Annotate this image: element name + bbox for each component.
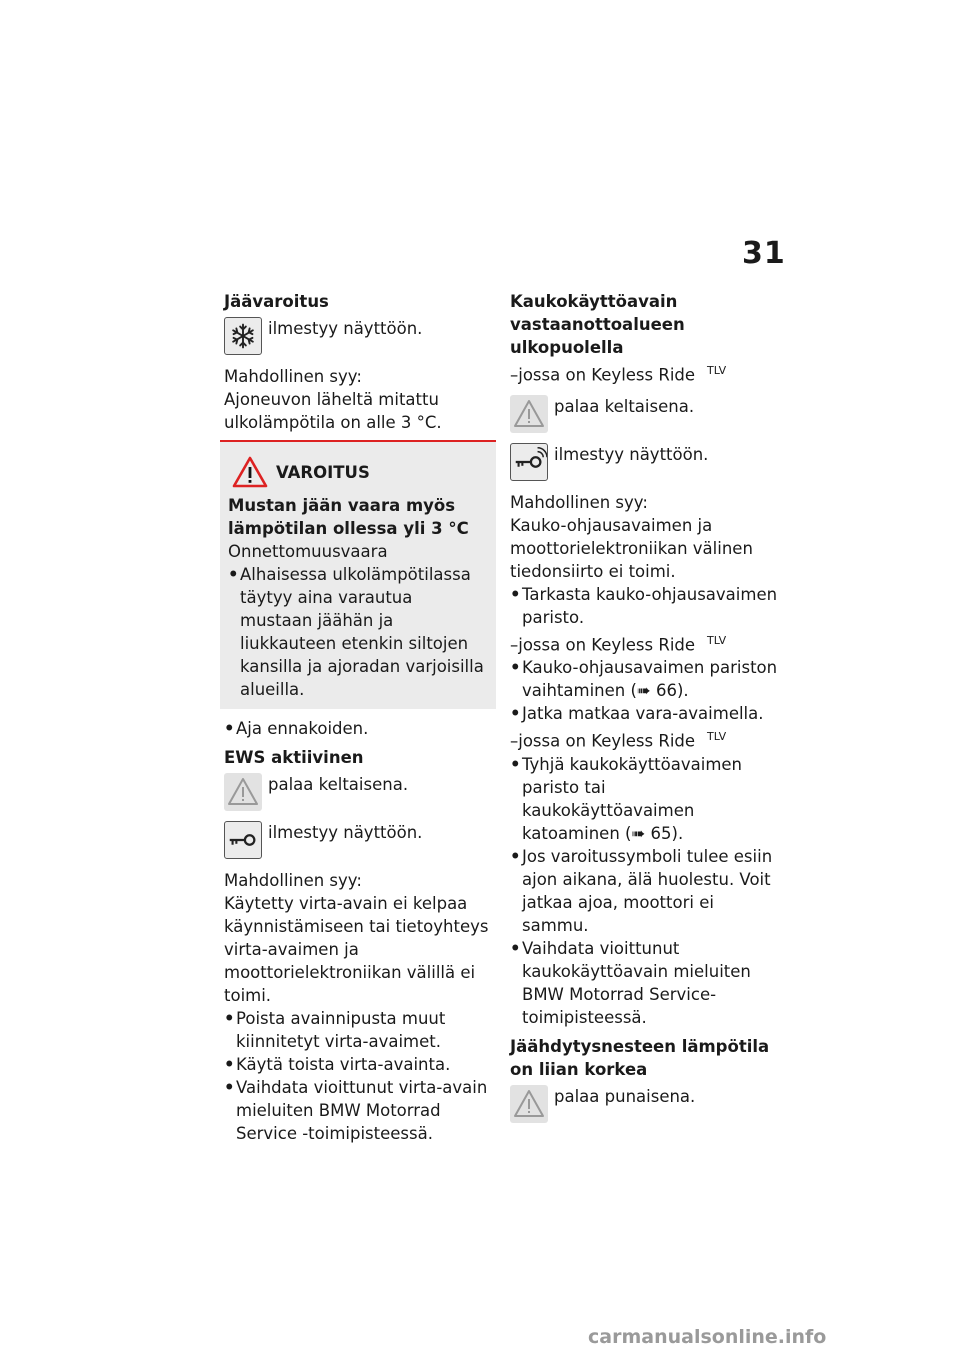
- remote-bullets-2: [510, 656, 782, 725]
- remote-condition-3: –jossa on Keyless Ride $^{TLV}$: [510, 730, 727, 751]
- ews-key-text: ilmestyy näyttöön.: [268, 823, 423, 842]
- tlv-tag: TLV: [707, 730, 727, 743]
- ice-icon-text: ilmestyy näyttöön.: [268, 319, 423, 338]
- key-icon: [224, 821, 262, 859]
- general-warning-icon: [510, 395, 548, 433]
- right-column: [510, 290, 782, 1133]
- list-item: • Alhaisessa ulkolämpötilassa täytyy aina varautua mustaan jäähän ja liukkauteen etenkin siltojen kansilla ja ajoradan varjoisilla alueilla.: [228, 563, 488, 701]
- anticipate-list: [224, 717, 492, 740]
- list-item: • Vaihdata vioittunut virta-avain mieluiten BMW Motorrad Service -toimipisteessä.: [224, 1076, 492, 1145]
- remote-condition-1: –jossa on Keyless Ride $^{TLV}$: [510, 364, 727, 385]
- remote-cause-text: Kauko-ohjausavaimen ja moottorielektroniikan välinen tiedonsiirto ei toimi.: [510, 515, 753, 581]
- remote-bullets-3: [510, 753, 782, 1029]
- ews-key-row: [224, 821, 492, 859]
- ews-triangle-text: palaa keltaisena.: [268, 775, 409, 794]
- tlv-tag: TLV: [707, 364, 727, 377]
- remote-key-title: Kaukokäyttöavain vastaanottoalueen ulkopuolella: [510, 292, 685, 357]
- remote-key-icon: [510, 443, 548, 481]
- ews-cause-text: Käytetty virta-avain ei kelpaa käynnistämiseen tai tietoyhteys virta-avaimen ja moottorielektroniikan välillä ei toimi.: [224, 894, 489, 1005]
- general-warning-icon: [510, 1085, 548, 1123]
- page-number: 31: [742, 236, 786, 271]
- ice-cause-text: Ajoneuvon läheltä mitattu ulkolämpötila on alle 3 °C.: [224, 390, 442, 432]
- remote-bullets-1: [510, 583, 782, 629]
- warning-type: Onnettomuusvaara: [228, 542, 388, 561]
- coolant-triangle-text: palaa punaisena.: [554, 1086, 696, 1106]
- warning-box: [220, 440, 496, 709]
- warning-triangle-icon: [232, 456, 268, 488]
- warning-header: [232, 456, 488, 488]
- list-item: • Vaihdata vioittunut kaukokäyttöavain mieluiten BMW Motorrad Service-toimipisteessä.: [510, 937, 782, 1029]
- list-item: • Poista avainnipusta muut kiinnitetyt virta-avaimet.: [224, 1007, 492, 1053]
- warning-label: VAROITUS: [276, 462, 370, 482]
- ews-bullets: [224, 1007, 492, 1145]
- coolant-triangle-row: [510, 1085, 782, 1123]
- warning-subtitle: Mustan jään vaara myös lämpötilan ollessa yli 3 °C: [228, 496, 469, 538]
- ews-cause-label: Mahdollinen syy:: [224, 871, 362, 890]
- remote-cause-label: Mahdollinen syy:: [510, 492, 648, 512]
- list-item: • Tarkasta kauko-ohjausavaimen paristo.: [510, 583, 782, 629]
- warning-bullets: [228, 563, 488, 701]
- ice-cause-label: Mahdollinen syy:: [224, 367, 362, 386]
- list-item: • Aja ennakoiden.: [224, 717, 492, 740]
- ice-icon-row: [224, 317, 492, 355]
- list-item: • Käytä toista virta-avainta.: [224, 1053, 492, 1076]
- remote-triangle-row: [510, 395, 782, 433]
- snowflake-icon: [224, 317, 262, 355]
- general-warning-icon: [224, 773, 262, 811]
- list-item: • Tyhjä kaukokäyttöavaimen paristo tai kaukokäyttöavaimen katoaminen (➠ 65).: [510, 753, 782, 845]
- watermark: carmanualsonline.info: [588, 1326, 827, 1348]
- list-item: • Jos varoitussymboli tulee esiin ajon aikana, älä huolestu. Voit jatkaa ajoa, moottori ei sammu.: [510, 845, 782, 937]
- coolant-title: Jäähdytysnesteen lämpötila on liian korkea: [510, 1036, 770, 1079]
- list-item: • Jatka matkaa vara-avaimella.: [510, 702, 782, 725]
- remote-condition-2: –jossa on Keyless Ride $^{TLV}$: [510, 633, 727, 654]
- remote-key-text: ilmestyy näyttöön.: [554, 444, 709, 464]
- list-item: • Kauko-ohjausavaimen pariston vaihtaminen (➠ 66).: [510, 656, 782, 702]
- tlv-tag: TLV: [707, 633, 727, 647]
- ews-title: EWS aktiivinen: [224, 748, 364, 767]
- ews-triangle-row: [224, 773, 492, 811]
- ice-warning-title: Jäävaroitus: [224, 292, 329, 311]
- remote-key-row: [510, 443, 782, 481]
- left-column: [224, 290, 492, 1145]
- remote-triangle-text: palaa keltaisena.: [554, 396, 695, 416]
